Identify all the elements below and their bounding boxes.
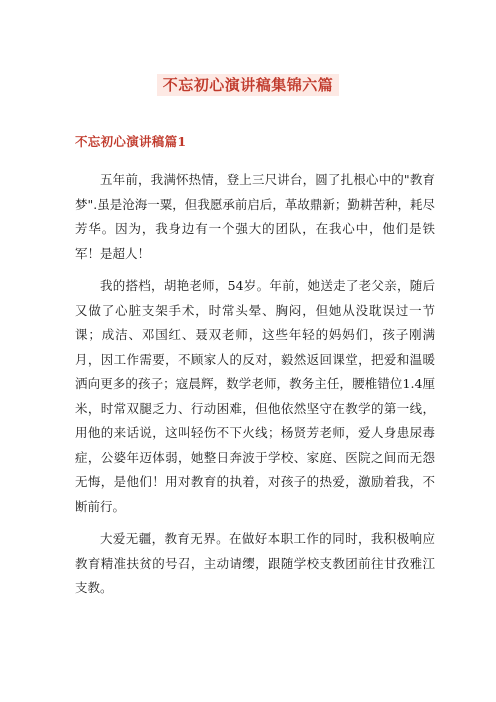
paragraph-3: 大爱无疆，教育无界。在做好本职工作的同时，我积极响应教育精准扶贫的号召，主动请缨，跟随学校支教团前往甘孜雅江支教。	[75, 531, 435, 595]
section-heading: 不忘初心演讲稿篇1	[75, 134, 187, 149]
document-body	[75, 168, 435, 609]
paragraph-2: 我的搭档，胡艳老师，54岁。年前，她送走了老父亲，随后又做了心脏支架手术，时常头晕、胸闷，但她从没耽误过一节课；成洁、邓国红、聂双老师，这些年轻的妈妈们，孩子刚满月，因工作需要，不顾家人的反对，毅然返回课堂，把爱和温暖洒向更多的孩子；寇晨辉，数学老师，教务主任，腰椎错位1.4厘米，时常双腿乏力、行动困难，但他依然坚守在教学的第一线，用他的来话说，这叫轻伤不下火线；杨贤芳老师，爱人身患尿毒症，公婆年迈体弱，她整日奔波于学校、家庭、医院之间而无怨无悔，是他们！用对教育的执着，对孩子的热爱，激励着我，不断前行。	[75, 278, 435, 514]
title-container	[0, 74, 496, 96]
paragraph-1: 五年前，我满怀热情，登上三尺讲台，圆了扎根心中的"教育梦".虽是沧海一粟，但我愿承前启后，革故鼎新；勤耕苦种，耗尽芳华。因为，我身边有一个强大的团队，在我心中，他们是铁军！是超人！	[75, 172, 435, 261]
document-title: 不忘初心演讲稿集锦六篇	[157, 74, 340, 96]
